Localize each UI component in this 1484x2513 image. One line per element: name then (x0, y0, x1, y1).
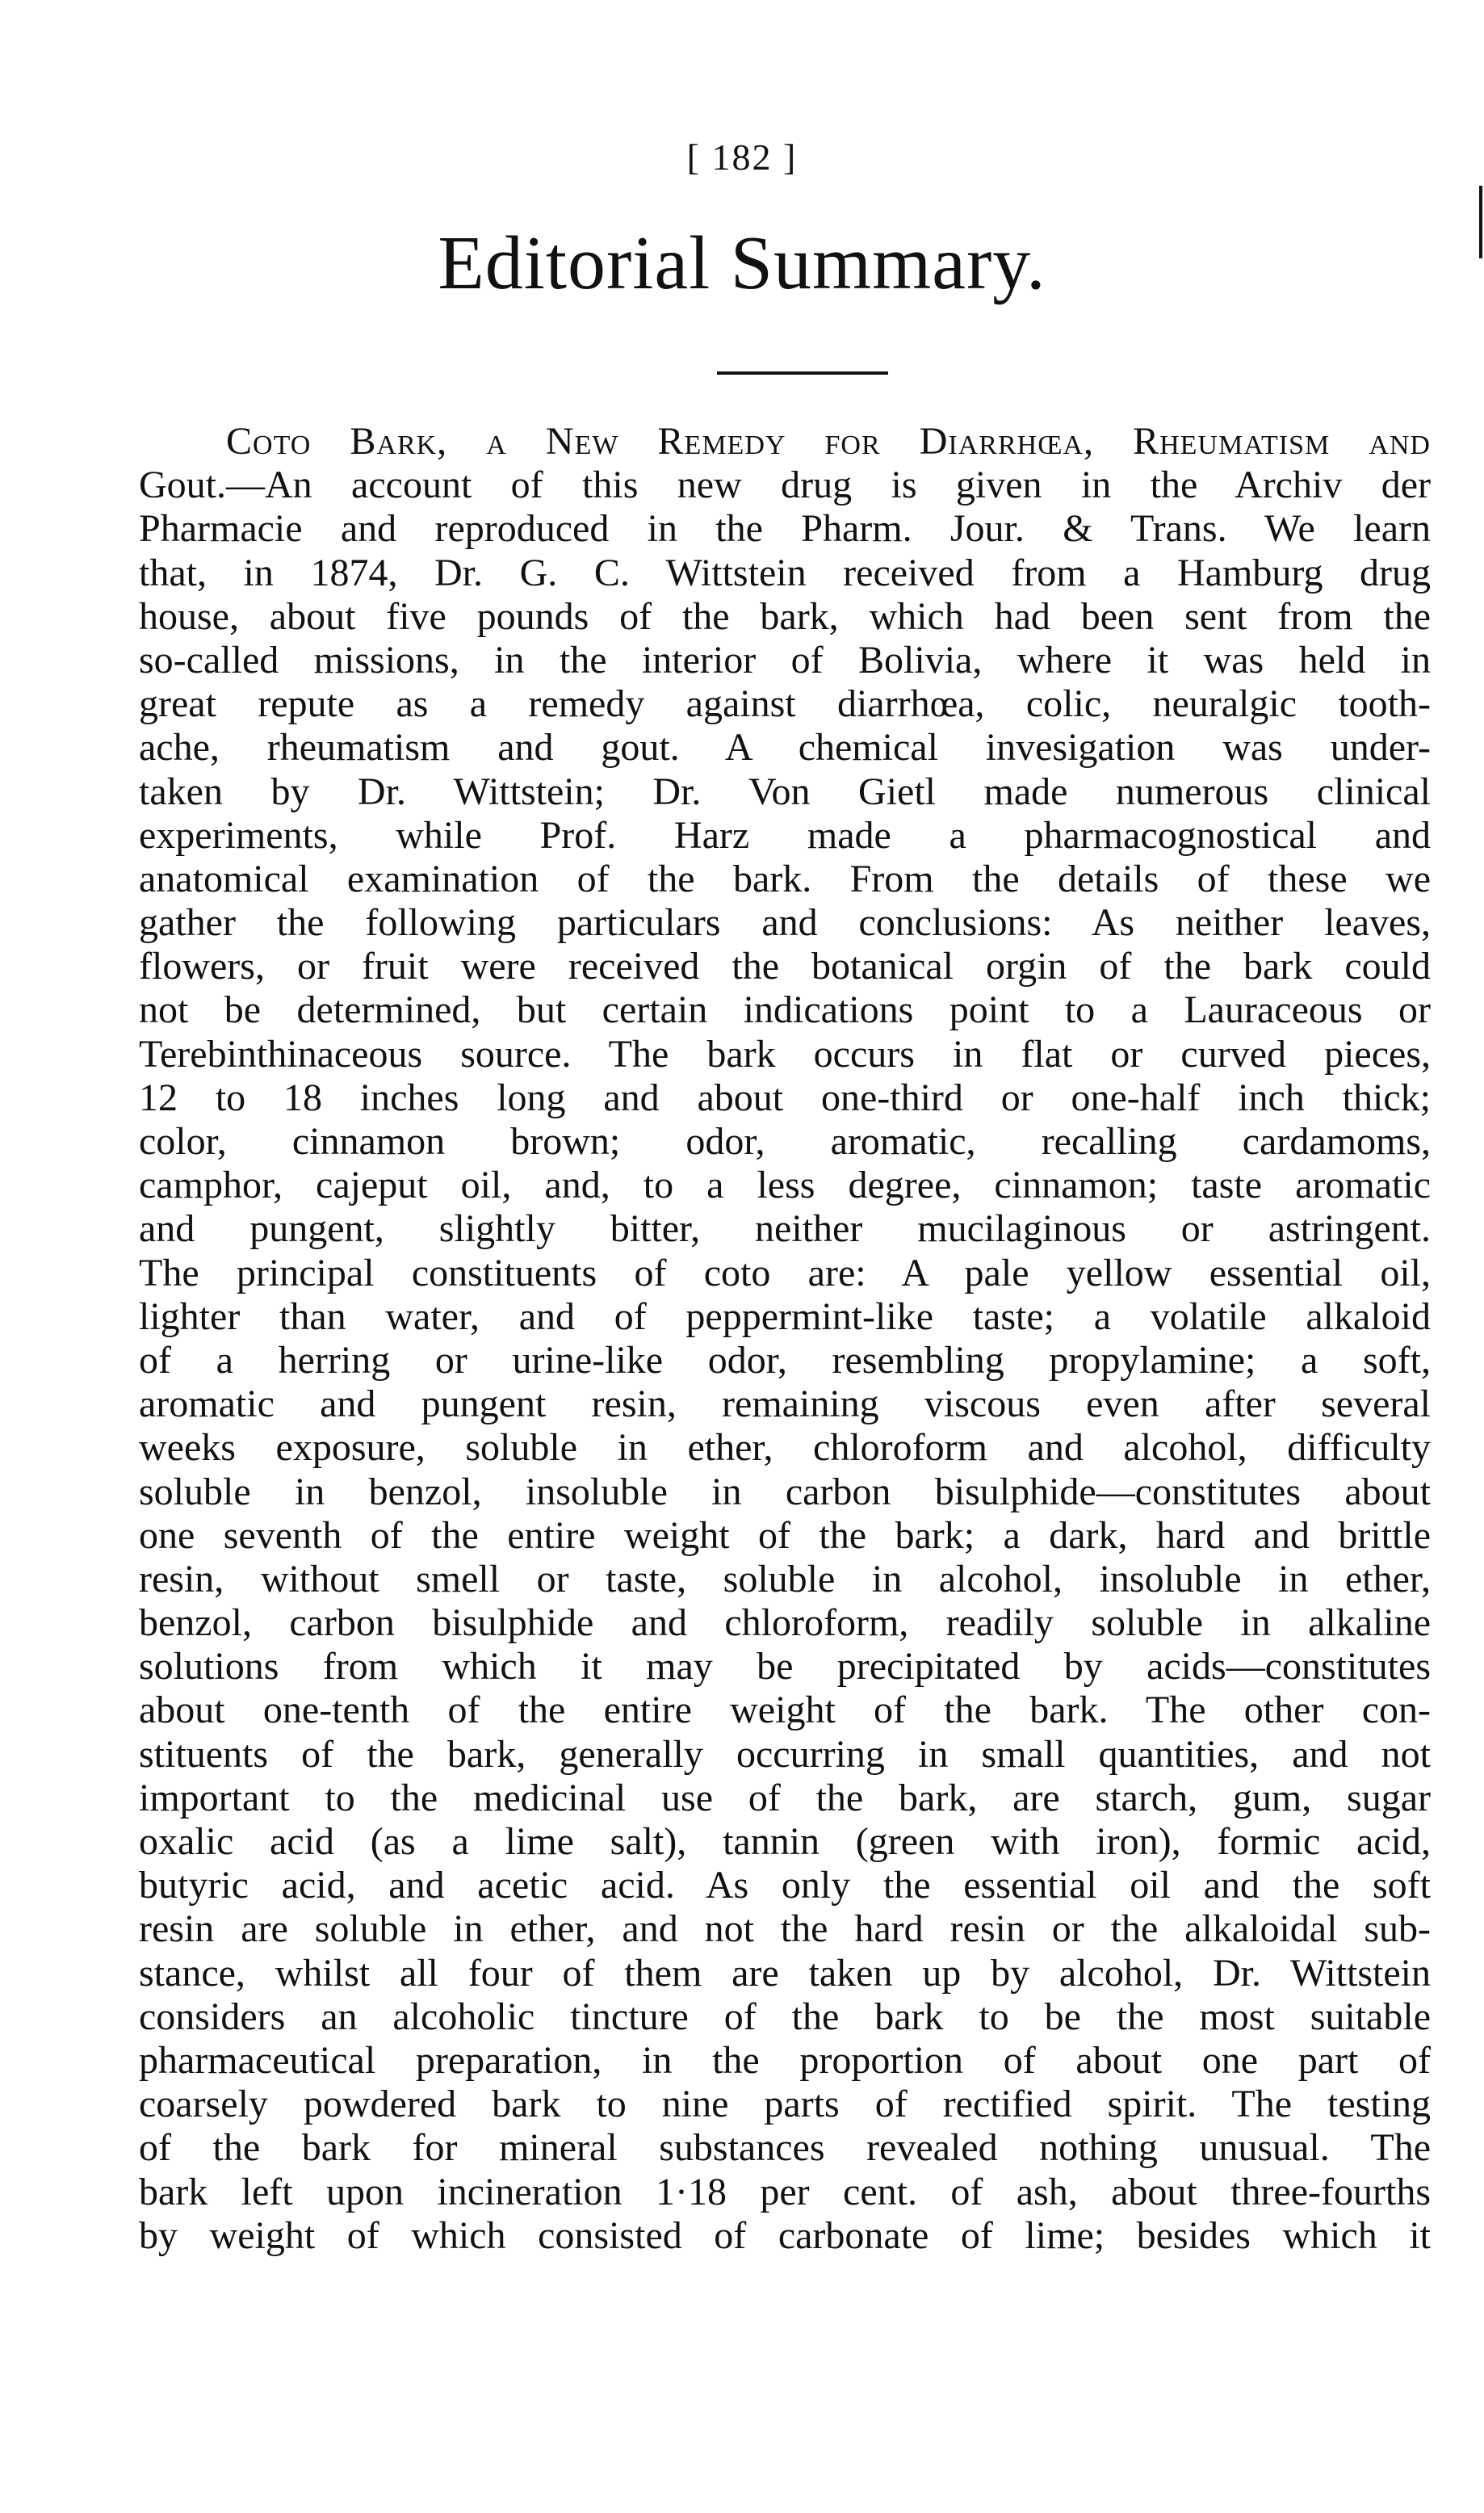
text-line-21: of a herring or urine-like odor, resembling propylamine; a soft, (139, 1338, 1431, 1382)
title-divider (717, 371, 888, 375)
text-line-40: bark left upon incineration 1·18 per cent. of ash, about three-fourths (139, 2170, 1431, 2213)
text-line-29: about one-tenth of the entire weight of the bark. The other con- (139, 1689, 1431, 1732)
text-line-28: solutions from which it may be precipitated by acids—constitutes (139, 1645, 1431, 1689)
text-line-25: one seventh of the entire weight of the bark; a dark, hard and brittle (139, 1513, 1431, 1557)
text-line-24: soluble in benzol, insoluble in carbon bisulphide—constitutes about (139, 1470, 1431, 1513)
text-line-11: gather the following particulars and conclusions: As neither leaves, (139, 901, 1431, 945)
text-line-19: The principal constituents of coto are: A pale yellow essential oil, (139, 1251, 1431, 1294)
article-body (139, 420, 1431, 2258)
text-line-38: coarsely powdered bark to nine parts of rectified spirit. The testing (139, 2083, 1431, 2126)
text-line-41: by weight of which consisted of carbonate of lime; besides which it (139, 2213, 1431, 2257)
text-line-16: color, cinnamon brown; odor, aromatic, recalling cardamoms, (139, 1120, 1431, 1163)
text-line-32: oxalic acid (as a lime salt), tannin (green with iron), formic acid, (139, 1820, 1431, 1863)
text-line-2: Pharmacie and reproduced in the Pharm. Jour. & Trans. We learn (139, 507, 1431, 551)
text-line-15: 12 to 18 inches long and about one-third or one-half inch thick; (139, 1076, 1431, 1119)
text-line-5: so-called missions, in the interior of Bolivia, where it was held in (139, 638, 1431, 682)
text-line-35: stance, whilst all four of them are taken up by alcohol, Dr. Wittstein (139, 1951, 1431, 1995)
text-line-4: house, about five pounds of the bark, which had been sent from the (139, 594, 1431, 638)
text-line-12: flowers, or fruit were received the botanical orgin of the bark could (139, 945, 1431, 988)
text-line-27: benzol, carbon bisulphide and chloroform, readily soluble in alkaline (139, 1601, 1431, 1645)
text-line-18: and pungent, slightly bitter, neither mucilaginous or astringent. (139, 1207, 1431, 1251)
text-line-13: not be determined, but certain indications point to a Lauraceous or (139, 988, 1431, 1032)
text-line-10: anatomical examination of the bark. From the details of these we (139, 857, 1431, 900)
text-line-30: stituents of the bark, generally occurring in small quantities, and not (139, 1732, 1431, 1776)
text-line-34: resin are soluble in ether, and not the hard resin or the alkaloidal sub- (139, 1907, 1431, 1951)
page-number: [ 182 ] (686, 136, 798, 178)
text-line-1: Gout.—An account of this new drug is given in the Archiv der (139, 464, 1431, 507)
text-line-3: that, in 1874, Dr. G. C. Wittstein received from a Hamburg drug (139, 551, 1431, 594)
text-line-7: ache, rheumatism and gout. A chemical invesigation was under- (139, 726, 1431, 770)
text-line-33: butyric acid, and acetic acid. As only the essential oil and the soft (139, 1864, 1431, 1907)
text-line-20: lighter than water, and of peppermint-like taste; a volatile alkaloid (139, 1294, 1431, 1338)
text-line-26: resin, without smell or taste, soluble in alcohol, insoluble in ether, (139, 1557, 1431, 1601)
page-title: Editorial Summary. (438, 221, 1046, 305)
text-line-36: considers an alcoholic tincture of the bark to be the most suitable (139, 1995, 1431, 2038)
text-line-17: camphor, cajeput oil, and, to a less degree, cinnamon; taste aromatic (139, 1164, 1431, 1207)
text-line-37: pharmaceutical preparation, in the proportion of about one part of (139, 2038, 1431, 2082)
text-line-23: weeks exposure, soluble in ether, chloroform and alcohol, difficulty (139, 1426, 1431, 1470)
article-heading: Coto Bark, a New Remedy for Diarrhœa, Rheumatism and (226, 420, 1431, 463)
text-line-9: experiments, while Prof. Harz made a pharmacognostical and (139, 813, 1431, 857)
text-line-39: of the bark for mineral substances revealed nothing unusual. The (139, 2126, 1431, 2170)
text-line-6: great repute as a remedy against diarrhœa, colic, neuralgic tooth- (139, 682, 1431, 726)
text-line-31: important to the medicinal use of the bark, are starch, gum, sugar (139, 1776, 1431, 1819)
text-line-8: taken by Dr. Wittstein; Dr. Von Gietl made numerous clinical (139, 770, 1431, 813)
text-line-22: aromatic and pungent resin, remaining viscous even after several (139, 1382, 1431, 1426)
margin-mark (1479, 186, 1482, 258)
text-line-14: Terebinthinaceous source. The bark occurs in flat or curved pieces, (139, 1032, 1431, 1076)
